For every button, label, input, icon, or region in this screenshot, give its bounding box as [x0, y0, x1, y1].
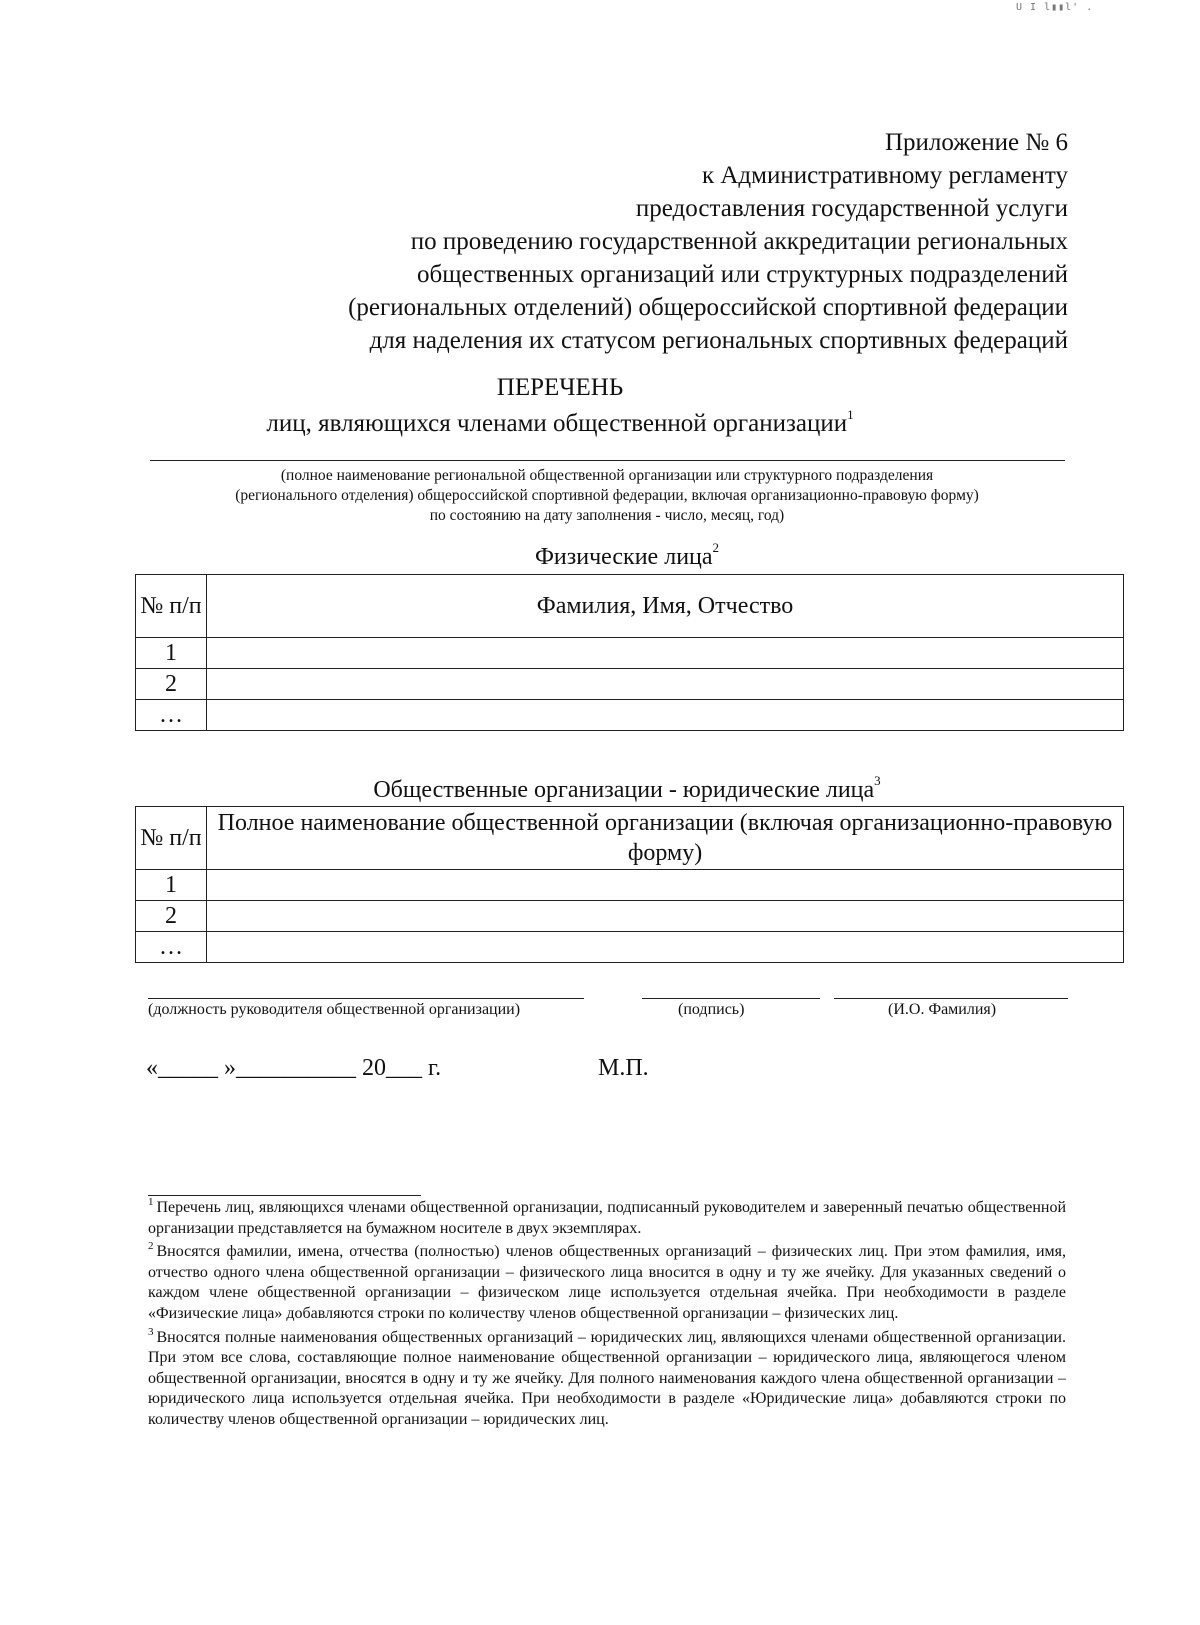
position-label: (должность руководителя общественной организации): [148, 1001, 521, 1018]
footnote-number: 2: [148, 1240, 154, 1253]
appendix-line: по проведению государственной аккредитации региональных: [410, 228, 1068, 255]
table-row: [136, 669, 1124, 700]
appendix-line: общественных организаций или структурных подразделений: [417, 261, 1068, 288]
scan-artifact: U I l▮▮l' .: [1016, 2, 1094, 13]
appendix-line: предоставления государственной услуги: [635, 195, 1068, 222]
document-title: ПЕРЕЧЕНЬ: [496, 374, 624, 401]
appendix-header: [348, 126, 1068, 357]
individuals-heading-text: Физические лица: [534, 544, 713, 570]
name-field-line[interactable]: [834, 998, 1068, 999]
footnote-text: Перечень лиц, являющихся членами общественной организации, подписанный руководителем и заверенный печатью общественной организации представляется на бумажном носителе в двух экземплярах.: [148, 1199, 1066, 1237]
appendix-line: Приложение № 6: [884, 129, 1068, 156]
date-field[interactable]: «_____ »__________ 20___ г.: [146, 1055, 442, 1081]
appendix-line: к Административному регламенту: [701, 162, 1068, 189]
footnote-divider: [148, 1195, 421, 1196]
caption-line: (регионального отделения) общероссийской спортивной федерации, включая организационно-правовую форму): [235, 487, 979, 504]
table-row: [136, 700, 1124, 731]
footnote: [148, 1198, 1066, 1239]
signature-label: (подпись): [678, 1001, 745, 1018]
table-header-row: [136, 575, 1124, 638]
subtitle-text: лиц, являющихся членами общественной организации: [266, 410, 848, 437]
organization-name-field-line[interactable]: [150, 460, 1065, 461]
table-header-row: [136, 807, 1124, 870]
table-row: [136, 901, 1124, 932]
organization-name-caption: [132, 466, 1082, 526]
appendix-line: для наделения их статусом региональных спортивных федераций: [369, 327, 1068, 354]
footnote-ref-3: 3: [874, 773, 881, 788]
organization-name-cell[interactable]: [207, 901, 1124, 932]
column-header-organization-name: Полное наименование общественной организации (включая организационно-правовую форму): [207, 807, 1124, 870]
row-number: …: [136, 932, 207, 963]
organization-name-cell[interactable]: [207, 870, 1124, 901]
row-number: 1: [136, 870, 207, 901]
appendix-line: (региональных отделений) общероссийской спортивной федерации: [348, 294, 1068, 321]
footnote-text: Вносятся полные наименования общественных организаций – юридических лиц, являющихся членами общественной организации. При этом все слова, составляющие полное наименование общественной организации – юридического лица, являющегося членом общественной организации, вносятся в одну и ту же ячейку. Для полного наименования каждого члена общественной организации – юридического лица используется отдельная ячейка. При необходимости в разделе «Юридические лица» добавляются строки по количеству членов общественной организации – юридических лиц.: [148, 1328, 1066, 1428]
legal-entities-table: [135, 806, 1124, 963]
name-label: (И.О. Фамилия): [888, 1001, 997, 1018]
signature-field-line[interactable]: [642, 998, 820, 999]
document-subtitle: [0, 409, 1120, 439]
footnote-text: Вносятся фамилии, имена, отчества (полностью) членов общественных организаций – физических лиц. При этом фамилия, имя, отчество одного члена общественной организации – физического лица вносится в одну и ту же ячейку. Для указанных сведений о каждом члене общественной организации – физическом лице используется отдельная ячейка. При необходимости в разделе «Физические лица» добавляются строки по количеству членов общественной организации – физических лиц.: [148, 1243, 1066, 1322]
position-field-line[interactable]: [148, 998, 584, 999]
individuals-table: [135, 574, 1124, 731]
legal-entities-heading-text: Общественные организации - юридические лица: [373, 777, 875, 803]
column-header-full-name: Фамилия, Имя, Отчество: [207, 575, 1124, 638]
row-number: 2: [136, 669, 207, 700]
row-number: 2: [136, 901, 207, 932]
footnote-number: 3: [148, 1325, 154, 1338]
row-number: …: [136, 700, 207, 731]
footnote: [148, 1325, 1066, 1431]
table-row: [136, 932, 1124, 963]
caption-line: (полное наименование региональной общественной организации или структурного подразделения: [280, 467, 934, 484]
column-header-number: № п/п: [136, 807, 207, 870]
row-number: 1: [136, 638, 207, 669]
footnotes: [148, 1198, 1066, 1434]
organization-name-cell[interactable]: [207, 932, 1124, 963]
column-header-number: № п/п: [136, 575, 207, 638]
full-name-cell[interactable]: [207, 669, 1124, 700]
table-row: [136, 638, 1124, 669]
footnote-ref-1: 1: [847, 407, 854, 422]
legal-entities-heading: [132, 773, 1122, 804]
full-name-cell[interactable]: [207, 700, 1124, 731]
individuals-heading: [132, 540, 1122, 571]
footnote-ref-2: 2: [712, 540, 720, 555]
full-name-cell[interactable]: [207, 638, 1124, 669]
footnote-number: 1: [148, 1196, 154, 1208]
footnote: [148, 1242, 1066, 1324]
table-row: [136, 870, 1124, 901]
seal-placeholder: М.П.: [598, 1055, 649, 1081]
caption-line: по состоянию на дату заполнения - число, месяц, год): [429, 507, 785, 524]
